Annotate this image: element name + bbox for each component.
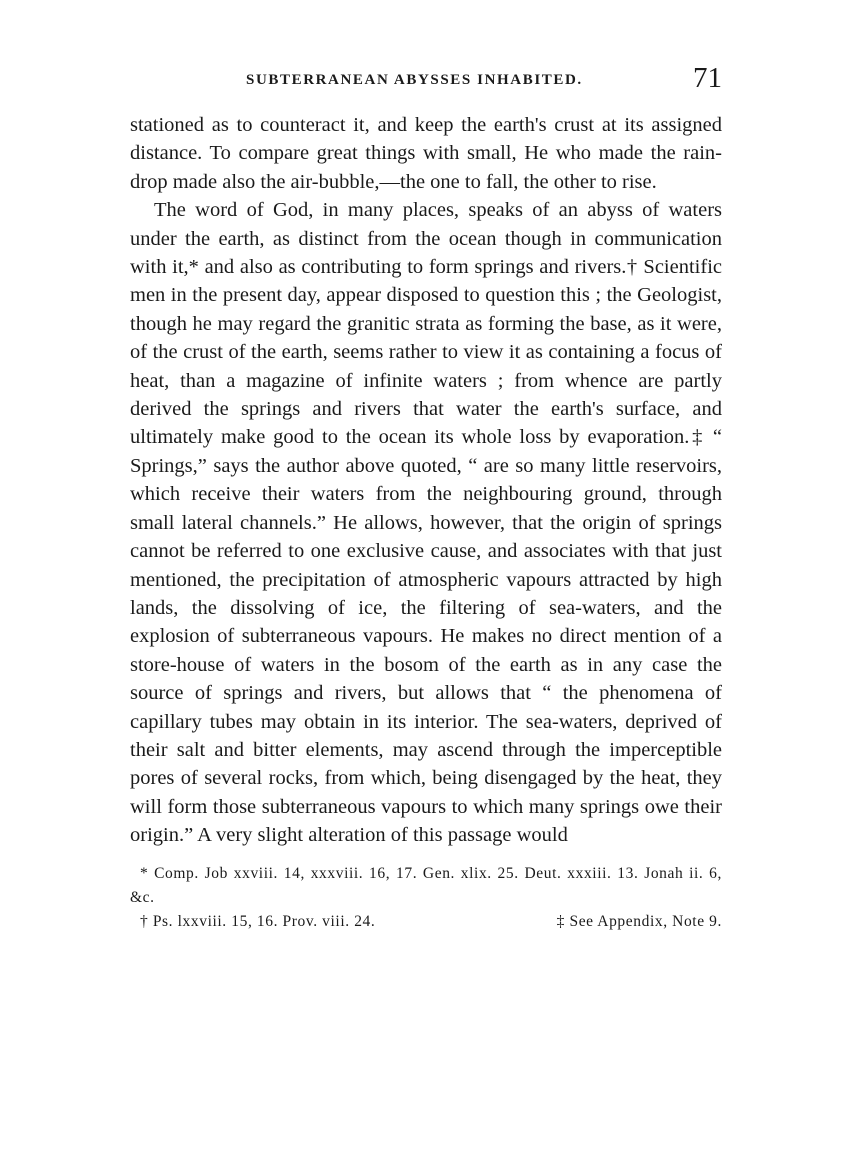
footnote-dagger: † Ps. lxxviii. 15, 16. Prov. viii. 24.	[140, 912, 376, 930]
footnote-star: * Comp. Job xxviii. 14, xxxviii. 16, 17. Gen. xlix. 25. Deut. xxxiii. 13. Jonah ii. 6, &c.	[130, 864, 722, 906]
running-head	[130, 62, 722, 98]
running-title: SUBTERRANEAN ABYSSES INHABITED.	[246, 72, 583, 88]
page-number: 71	[693, 62, 722, 94]
paragraph: The word of God, in many places, speaks of an abyss of waters under the earth, as distinct from the ocean though in communication with it,* and also as contributing to form springs and rivers.† Scientific men in the present day, appear disposed to question this ; the Geologist, though he may regard the granitic strata as forming the base, as it were, of the crust of the earth, seems rather to view it as containing a focus of heat, than a magazine of infinite waters ; from whence are partly derived the springs and rivers that water the earth's surface, and ultimately make good to the ocean its whole loss by evaporation.‡ “ Springs,” says the author above quoted, “ are so many little reservoirs, which receive their waters from the neighbouring ground, through small lateral channels.” He allows, however, that the origin of springs cannot be referred to one exclusive cause, and associates with that just mentioned, the precipitation of atmospheric vapours attracted by high lands, the dissolving of ice, the filtering of sea-waters, and the explosion of subterraneous vapours. He makes no direct mention of a store-house of waters in the bosom of the earth as in any case the source of springs and rivers, but allows that “ the phenomena of capillary tubes may obtain in its interior. The sea-waters, deprived of their salt and bitter elements, may ascend through the imperceptible pores of several rocks, from which, being disengaged by the heat, they will form those subterraneous vapours to which many springs owe their origin.” A very slight alteration of this passage would	[130, 199, 722, 847]
footnotes	[130, 862, 722, 934]
body-text	[130, 111, 722, 850]
footnote-row	[130, 910, 722, 934]
paragraph-continued: stationed as to counteract it, and keep the earth's crust at its assigned distance. To compare great things with small, He who made the rain-drop made also the air-bubble,—the one to fall, the other to rise.	[130, 114, 722, 193]
footnote-double-dagger: ‡ See Appendix, Note 9.	[556, 912, 722, 930]
book-page	[130, 62, 722, 934]
